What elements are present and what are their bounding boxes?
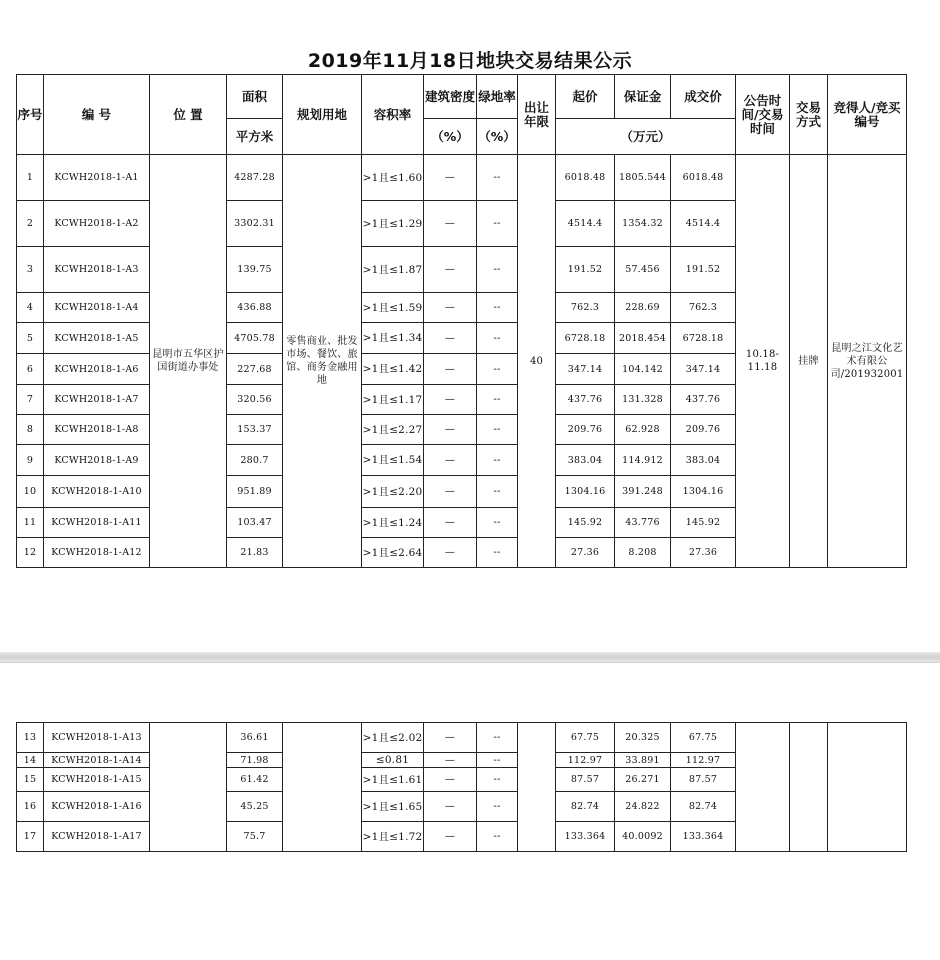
row-code: KCWH2018-1-A14 bbox=[44, 753, 150, 768]
header-area-unit: 平方米 bbox=[227, 119, 283, 155]
row-deposit: 391.248 bbox=[615, 476, 671, 508]
row-area: 280.7 bbox=[227, 445, 283, 476]
notice-time-cell bbox=[736, 723, 790, 852]
row-far: >1且≤2.02 bbox=[362, 723, 424, 753]
table-row bbox=[17, 723, 907, 753]
row-seq: 10 bbox=[17, 476, 44, 508]
row-start-price: 112.97 bbox=[556, 753, 615, 768]
row-area: 75.7 bbox=[227, 822, 283, 852]
row-code: KCWH2018-1-A8 bbox=[44, 415, 150, 445]
row-area: 139.75 bbox=[227, 247, 283, 293]
row-seq: 2 bbox=[17, 201, 44, 247]
row-green: -- bbox=[477, 476, 518, 508]
row-far: >1且≤1.87 bbox=[362, 247, 424, 293]
row-green: -- bbox=[477, 508, 518, 538]
row-density: — bbox=[424, 354, 477, 385]
row-seq: 16 bbox=[17, 792, 44, 822]
row-code: KCWH2018-1-A10 bbox=[44, 476, 150, 508]
row-deal-price: 145.92 bbox=[671, 508, 736, 538]
row-code: KCWH2018-1-A3 bbox=[44, 247, 150, 293]
row-seq: 3 bbox=[17, 247, 44, 293]
row-start-price: 4514.4 bbox=[556, 201, 615, 247]
row-area: 21.83 bbox=[227, 538, 283, 568]
row-start-price: 209.76 bbox=[556, 415, 615, 445]
row-area: 153.37 bbox=[227, 415, 283, 445]
row-code: KCWH2018-1-A13 bbox=[44, 723, 150, 753]
row-green: -- bbox=[477, 753, 518, 768]
row-far: >1且≤1.72 bbox=[362, 822, 424, 852]
row-far: >1且≤1.54 bbox=[362, 445, 424, 476]
row-density: — bbox=[424, 201, 477, 247]
row-deposit: 40.0092 bbox=[615, 822, 671, 852]
header-density: 建筑密度 bbox=[424, 75, 477, 119]
row-code: KCWH2018-1-A15 bbox=[44, 768, 150, 792]
row-deposit: 20.325 bbox=[615, 723, 671, 753]
row-seq: 7 bbox=[17, 385, 44, 415]
header-seq: 序号 bbox=[17, 75, 44, 155]
row-density: — bbox=[424, 415, 477, 445]
row-start-price: 762.3 bbox=[556, 293, 615, 323]
row-start-price: 347.14 bbox=[556, 354, 615, 385]
row-deposit: 57.456 bbox=[615, 247, 671, 293]
row-deposit: 24.822 bbox=[615, 792, 671, 822]
row-code: KCWH2018-1-A12 bbox=[44, 538, 150, 568]
row-area: 45.25 bbox=[227, 792, 283, 822]
row-far: >1且≤1.60 bbox=[362, 155, 424, 201]
row-deposit: 131.328 bbox=[615, 385, 671, 415]
row-code: KCWH2018-1-A17 bbox=[44, 822, 150, 852]
row-area: 951.89 bbox=[227, 476, 283, 508]
row-code: KCWH2018-1-A9 bbox=[44, 445, 150, 476]
row-far: ≤0.81 bbox=[362, 753, 424, 768]
row-area: 4287.28 bbox=[227, 155, 283, 201]
row-area: 71.98 bbox=[227, 753, 283, 768]
location-cell: 昆明市五华区护国街道办事处 bbox=[150, 155, 227, 568]
row-green: -- bbox=[477, 723, 518, 753]
row-density: — bbox=[424, 385, 477, 415]
row-deposit: 62.928 bbox=[615, 415, 671, 445]
row-code: KCWH2018-1-A16 bbox=[44, 792, 150, 822]
header-area: 面积 bbox=[227, 75, 283, 119]
header-far: 容积率 bbox=[362, 75, 424, 155]
row-density: — bbox=[424, 753, 477, 768]
row-density: — bbox=[424, 792, 477, 822]
row-far: >1且≤2.27 bbox=[362, 415, 424, 445]
row-seq: 4 bbox=[17, 293, 44, 323]
page-break-line bbox=[0, 662, 940, 663]
row-deposit: 1805.544 bbox=[615, 155, 671, 201]
row-green: -- bbox=[477, 792, 518, 822]
row-seq: 6 bbox=[17, 354, 44, 385]
row-start-price: 383.04 bbox=[556, 445, 615, 476]
row-green: -- bbox=[477, 822, 518, 852]
header-green: 绿地率 bbox=[477, 75, 518, 119]
row-seq: 8 bbox=[17, 415, 44, 445]
row-start-price: 87.57 bbox=[556, 768, 615, 792]
row-area: 3302.31 bbox=[227, 201, 283, 247]
row-area: 103.47 bbox=[227, 508, 283, 538]
header-winner: 竞得人/竞买编号 bbox=[828, 75, 907, 155]
row-green: -- bbox=[477, 538, 518, 568]
row-density: — bbox=[424, 768, 477, 792]
row-far: >1且≤1.61 bbox=[362, 768, 424, 792]
row-deposit: 114.912 bbox=[615, 445, 671, 476]
winner-cell bbox=[828, 723, 907, 852]
header-deal-price: 成交价 bbox=[671, 75, 736, 119]
row-far: >1且≤1.24 bbox=[362, 508, 424, 538]
row-start-price: 437.76 bbox=[556, 385, 615, 415]
row-seq: 5 bbox=[17, 323, 44, 354]
header-code: 编 号 bbox=[44, 75, 150, 155]
row-green: -- bbox=[477, 155, 518, 201]
row-deal-price: 6728.18 bbox=[671, 323, 736, 354]
header-trade-method: 交易方式 bbox=[790, 75, 828, 155]
row-deal-price: 347.14 bbox=[671, 354, 736, 385]
row-far: >1且≤1.59 bbox=[362, 293, 424, 323]
row-density: — bbox=[424, 476, 477, 508]
row-deal-price: 209.76 bbox=[671, 415, 736, 445]
row-deal-price: 67.75 bbox=[671, 723, 736, 753]
row-far: >1且≤2.64 bbox=[362, 538, 424, 568]
row-far: >1且≤1.34 bbox=[362, 323, 424, 354]
row-deal-price: 1304.16 bbox=[671, 476, 736, 508]
row-area: 4705.78 bbox=[227, 323, 283, 354]
row-area: 36.61 bbox=[227, 723, 283, 753]
row-start-price: 27.36 bbox=[556, 538, 615, 568]
row-density: — bbox=[424, 445, 477, 476]
row-deal-price: 6018.48 bbox=[671, 155, 736, 201]
table-row bbox=[17, 155, 907, 201]
planned-use-cell: 零售商业、批发市场、餐饮、旅馆、商务金融用地 bbox=[283, 155, 362, 568]
row-start-price: 82.74 bbox=[556, 792, 615, 822]
row-deposit: 8.208 bbox=[615, 538, 671, 568]
row-deposit: 43.776 bbox=[615, 508, 671, 538]
row-deposit: 104.142 bbox=[615, 354, 671, 385]
row-seq: 1 bbox=[17, 155, 44, 201]
row-deal-price: 133.364 bbox=[671, 822, 736, 852]
row-seq: 11 bbox=[17, 508, 44, 538]
row-green: -- bbox=[477, 354, 518, 385]
row-seq: 15 bbox=[17, 768, 44, 792]
row-code: KCWH2018-1-A7 bbox=[44, 385, 150, 415]
row-deal-price: 82.74 bbox=[671, 792, 736, 822]
row-seq: 13 bbox=[17, 723, 44, 753]
row-seq: 12 bbox=[17, 538, 44, 568]
row-code: KCWH2018-1-A6 bbox=[44, 354, 150, 385]
row-deposit: 2018.454 bbox=[615, 323, 671, 354]
row-start-price: 6018.48 bbox=[556, 155, 615, 201]
row-deposit: 26.271 bbox=[615, 768, 671, 792]
row-deal-price: 383.04 bbox=[671, 445, 736, 476]
header-use: 规划用地 bbox=[283, 75, 362, 155]
row-area: 61.42 bbox=[227, 768, 283, 792]
trade-method-cell bbox=[790, 723, 828, 852]
row-area: 436.88 bbox=[227, 293, 283, 323]
header-green-unit: （%） bbox=[477, 119, 518, 155]
row-far: >1且≤1.42 bbox=[362, 354, 424, 385]
row-start-price: 6728.18 bbox=[556, 323, 615, 354]
row-start-price: 1304.16 bbox=[556, 476, 615, 508]
row-deal-price: 87.57 bbox=[671, 768, 736, 792]
page-title: 2019年11月18日地块交易结果公示 bbox=[307, 50, 633, 72]
row-green: -- bbox=[477, 415, 518, 445]
row-density: — bbox=[424, 723, 477, 753]
row-far: >1且≤1.29 bbox=[362, 201, 424, 247]
row-code: KCWH2018-1-A11 bbox=[44, 508, 150, 538]
header-start-price: 起价 bbox=[556, 75, 615, 119]
row-area: 227.68 bbox=[227, 354, 283, 385]
row-deposit: 1354.32 bbox=[615, 201, 671, 247]
row-green: -- bbox=[477, 247, 518, 293]
row-code: KCWH2018-1-A2 bbox=[44, 201, 150, 247]
header-term: 出让年限 bbox=[518, 75, 556, 155]
row-density: — bbox=[424, 822, 477, 852]
row-deal-price: 4514.4 bbox=[671, 201, 736, 247]
row-density: — bbox=[424, 538, 477, 568]
row-code: KCWH2018-1-A1 bbox=[44, 155, 150, 201]
page-break bbox=[0, 652, 940, 662]
term-cell: 40 bbox=[518, 155, 556, 568]
notice-time-cell: 10.18-11.18 bbox=[736, 155, 790, 568]
row-far: >1且≤1.65 bbox=[362, 792, 424, 822]
row-green: -- bbox=[477, 293, 518, 323]
row-density: — bbox=[424, 247, 477, 293]
row-start-price: 67.75 bbox=[556, 723, 615, 753]
term-cell bbox=[518, 723, 556, 852]
row-code: KCWH2018-1-A5 bbox=[44, 323, 150, 354]
row-far: >1且≤1.17 bbox=[362, 385, 424, 415]
row-start-price: 133.364 bbox=[556, 822, 615, 852]
location-cell bbox=[150, 723, 227, 852]
results-table-page-2 bbox=[16, 722, 907, 852]
row-green: -- bbox=[477, 323, 518, 354]
row-start-price: 145.92 bbox=[556, 508, 615, 538]
row-seq: 9 bbox=[17, 445, 44, 476]
winner-cell: 昆明之江文化艺术有限公司/201932001 bbox=[828, 155, 907, 568]
header-density-unit: （%） bbox=[424, 119, 477, 155]
row-density: — bbox=[424, 508, 477, 538]
row-deal-price: 191.52 bbox=[671, 247, 736, 293]
row-far: >1且≤2.20 bbox=[362, 476, 424, 508]
header-money-unit: （万元） bbox=[556, 119, 736, 155]
row-density: — bbox=[424, 323, 477, 354]
row-code: KCWH2018-1-A4 bbox=[44, 293, 150, 323]
row-deposit: 33.891 bbox=[615, 753, 671, 768]
row-deal-price: 437.76 bbox=[671, 385, 736, 415]
row-green: -- bbox=[477, 445, 518, 476]
trade-method-cell: 挂牌 bbox=[790, 155, 828, 568]
row-green: -- bbox=[477, 385, 518, 415]
row-green: -- bbox=[477, 201, 518, 247]
row-density: — bbox=[424, 155, 477, 201]
row-area: 320.56 bbox=[227, 385, 283, 415]
header-location: 位 置 bbox=[150, 75, 227, 155]
row-green: -- bbox=[477, 768, 518, 792]
row-seq: 14 bbox=[17, 753, 44, 768]
row-deposit: 228.69 bbox=[615, 293, 671, 323]
results-table-page-1 bbox=[16, 74, 907, 568]
row-deal-price: 762.3 bbox=[671, 293, 736, 323]
row-deal-price: 27.36 bbox=[671, 538, 736, 568]
row-seq: 17 bbox=[17, 822, 44, 852]
header-deposit: 保证金 bbox=[615, 75, 671, 119]
row-start-price: 191.52 bbox=[556, 247, 615, 293]
planned-use-cell bbox=[283, 723, 362, 852]
row-deal-price: 112.97 bbox=[671, 753, 736, 768]
header-notice-time: 公告时间/交易时间 bbox=[736, 75, 790, 155]
row-density: — bbox=[424, 293, 477, 323]
